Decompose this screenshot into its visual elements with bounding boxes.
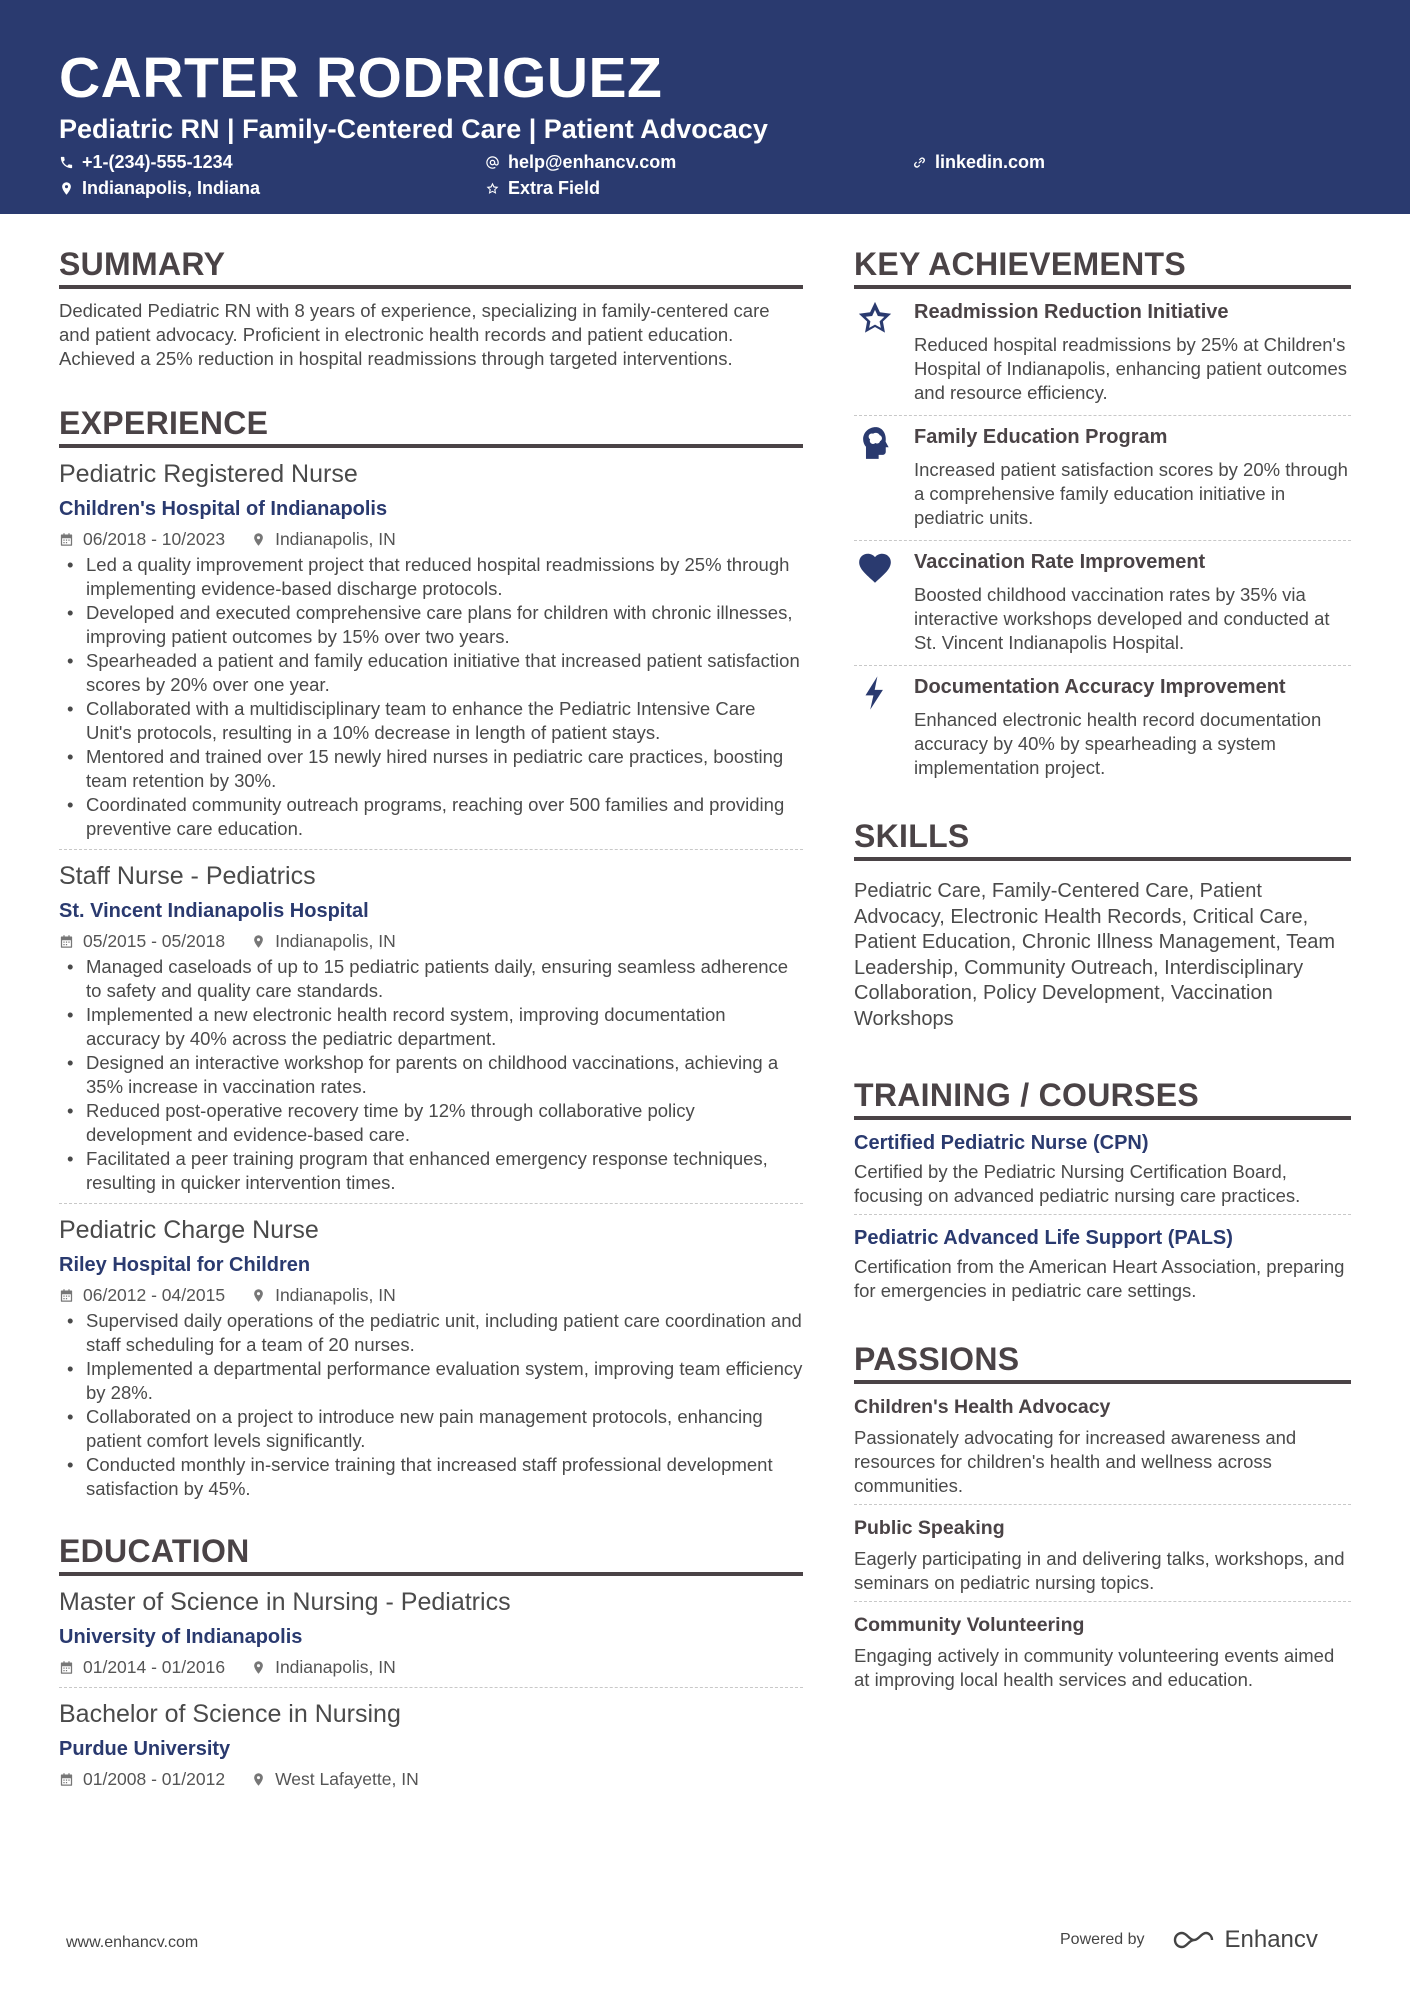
course-desc: Certification from the American Heart Association, preparing for emergencies in pediatric care settings. [854,1255,1345,1301]
achievement-item [854,291,1351,416]
passion-desc: Eagerly participating in and delivering talks, workshops, and seminars on pediatric nursing topics. [854,1547,1345,1593]
achievement-title: Documentation Accuracy Improvement [914,676,1286,698]
course-item [854,1130,1351,1215]
left-column [59,244,803,1809]
contact-location-text: Indianapolis, Indiana [82,178,261,198]
education-section [59,1531,803,1799]
contact-link-text: linkedin.com [935,152,1046,172]
education-location-text: West Lafayette, IN [275,1769,419,1789]
bullet-item: • Reduced post-operative recovery time by 12% through collaborative policy development and evidence-based care. [59,1099,803,1147]
achievements-title: KEY ACHIEVEMENTS [854,244,1351,289]
contact-location [59,178,260,199]
location-pin-icon [251,934,266,949]
achievement-title: Readmission Reduction Initiative [914,301,1229,323]
job-bullets [59,955,803,1195]
contact-info [59,150,1410,206]
bullet-item: • Coordinated community outreach programs, reaching over 500 families and providing preventive care education. [59,793,803,841]
job-meta [59,929,803,953]
achievement-body [914,424,1351,530]
contact-phone[interactable] [59,152,233,173]
job-dates-text: 06/2012 - 04/2015 [83,1285,226,1305]
achievement-icon-wrap [854,549,914,655]
passion-item [854,1612,1351,1698]
achievement-desc: Enhanced electronic health record documentation accuracy by 40% by spearheading a system implementation project. [914,709,1322,778]
education-dates-text: 01/2014 - 01/2016 [83,1657,226,1677]
experience-item [59,458,803,850]
job-title: Pediatric Charge Nurse [59,1216,319,1244]
degree-title: Bachelor of Science in Nursing [59,1700,401,1728]
course-desc: Certified by the Pediatric Nursing Certification Board, focusing on advanced pediatric nursing care practices. [854,1160,1301,1206]
company-name: Riley Hospital for Children [59,1254,311,1276]
education-location-text: Indianapolis, IN [275,1657,396,1677]
job-location-text: Indianapolis, IN [275,529,396,549]
contact-email[interactable] [485,152,676,173]
job-dates-text: 06/2018 - 10/2023 [83,529,226,549]
heart-icon [856,549,894,587]
passion-title: Community Volunteering [854,1613,1085,1636]
company-name: Children's Hospital of Indianapolis [59,498,388,520]
bullet-item: • Developed and executed comprehensive care plans for children with chronic illnesses, improving patient outcomes by 15% over two years. [59,601,803,649]
summary-section [59,244,803,371]
location-pin-icon [251,1772,266,1787]
enhancv-logo-icon [1171,1928,1217,1952]
job-title: Staff Nurse - Pediatrics [59,862,316,890]
candidate-name: CARTER RODRIGUEZ [59,46,663,110]
education-meta [59,1767,803,1791]
course-item [854,1225,1351,1309]
education-location [251,1767,419,1791]
passions-section [854,1339,1351,1698]
education-location [251,1655,396,1679]
company-name: St. Vincent Indianapolis Hospital [59,900,369,922]
achievement-body [914,674,1351,780]
star-outline-icon [485,181,500,196]
achievement-body [914,299,1351,405]
bullet-item: • Managed caseloads of up to 15 pediatric patients daily, ensuring seamless adherence to safety and quality care standards. [59,955,803,1003]
degree-title: Master of Science in Nursing - Pediatrics [59,1588,511,1616]
contact-link[interactable] [912,152,1045,173]
calendar-icon [59,1660,74,1675]
school-name: Purdue University [59,1738,231,1760]
job-title: Pediatric Registered Nurse [59,460,358,488]
summary-text: Dedicated Pediatric RN with 8 years of experience, specializing in family-centered care and patient advocacy. Proficient in electronic health records and patient education. Achieved a 25% reduction in hospital readmissions through targeted interventions. [59,300,770,369]
passion-title: Children's Health Advocacy [854,1395,1111,1418]
enhancv-logo[interactable] [1171,1926,1318,1954]
achievement-desc: Increased patient satisfaction scores by 20% through a comprehensive family education initiative in pediatric units. [914,459,1348,528]
experience-item [59,1214,803,1509]
phone-icon [59,155,74,170]
bullet-item: • Led a quality improvement project that reduced hospital readmissions by 25% through implementing evidence-based discharge protocols. [59,553,803,601]
contact-extra-text: Extra Field [508,178,601,198]
job-location [251,527,396,551]
achievement-item [854,666,1351,790]
achievement-icon-wrap [854,299,914,405]
summary-title: SUMMARY [59,244,803,289]
contact-email-text: help@enhancv.com [508,152,677,172]
education-meta [59,1655,803,1679]
education-item [59,1698,803,1799]
job-location-text: Indianapolis, IN [275,1285,396,1305]
bullet-item: • Implemented a new electronic health record system, improving documentation accuracy by 40% across the pediatric department. [59,1003,803,1051]
education-dates [59,1767,225,1791]
job-dates-text: 05/2015 - 05/2018 [83,931,226,951]
achievement-icon-wrap [854,674,914,780]
experience-section [59,403,803,1509]
bullet-item: • Mentored and trained over 15 newly hired nurses in pediatric care practices, boosting team retention by 30%. [59,745,803,793]
calendar-icon [59,934,74,949]
footer-branding [1060,1926,1318,1954]
star-icon [856,299,894,337]
achievement-title: Vaccination Rate Improvement [914,551,1206,573]
passions-title: PASSIONS [854,1339,1351,1384]
head-brain-icon [856,424,894,462]
passion-item [854,1515,1351,1602]
contact-phone-text: +1-(234)-555-1234 [82,152,233,172]
achievements-section [854,244,1351,790]
job-bullets [59,553,803,841]
lightning-icon [856,674,894,712]
link-icon [912,155,927,170]
location-pin-icon [251,1660,266,1675]
education-dates-text: 01/2008 - 01/2012 [83,1769,226,1789]
education-dates [59,1655,225,1679]
contact-extra [485,178,600,199]
bullet-item: • Collaborated on a project to introduce new pain management protocols, enhancing patient comfort levels significantly. [59,1405,803,1453]
location-pin-icon [59,181,74,196]
job-dates [59,1283,225,1307]
job-meta [59,1283,803,1307]
bullet-item: • Designed an interactive workshop for parents on childhood vaccinations, achieving a 35% increase in vaccination rates. [59,1051,803,1099]
skills-title: SKILLS [854,816,1351,861]
passion-desc: Engaging actively in community volunteering events aimed at improving local health services and education. [854,1644,1335,1690]
bullet-item: • Supervised daily operations of the pediatric unit, including patient care coordination and staff scheduling for a team of 20 nurses. [59,1309,803,1357]
passion-title: Public Speaking [854,1516,1005,1539]
course-title: Pediatric Advanced Life Support (PALS) [854,1226,1233,1249]
education-title: EDUCATION [59,1531,803,1576]
calendar-icon [59,1772,74,1787]
achievement-item [854,416,1351,541]
bullet-item: • Collaborated with a multidisciplinary team to enhance the Pediatric Intensive Care Unit's protocols, resulting in a 10% decrease in length of patient stays. [59,697,803,745]
candidate-headline: Pediatric RN | Family-Centered Care | Patient Advocacy [59,114,768,144]
bullet-item: • Spearheaded a patient and family education initiative that increased patient satisfaction scores by 20% over one year. [59,649,803,697]
experience-item [59,860,803,1204]
job-dates [59,929,225,953]
skills-section [854,816,1351,1033]
achievement-body [914,549,1351,655]
job-dates [59,527,225,551]
achievement-item [854,541,1351,666]
job-location-text: Indianapolis, IN [275,931,396,951]
job-location [251,1283,396,1307]
passion-desc: Passionately advocating for increased awareness and resources for children's health and wellness across communities. [854,1426,1297,1496]
training-title: TRAINING / COURSES [854,1075,1351,1120]
job-bullets [59,1309,803,1501]
calendar-icon [59,1288,74,1303]
resume-header [0,0,1410,214]
bullet-item: • Facilitated a peer training program that enhanced emergency response techniques, resulting in quicker intervention times. [59,1147,803,1195]
training-section [854,1075,1351,1309]
achievement-desc: Boosted childhood vaccination rates by 35% via interactive workshops developed and conducted at St. Vincent Indianapolis Hospital. [914,584,1330,653]
school-name: University of Indianapolis [59,1626,303,1648]
powered-by-text: Powered by [1060,1931,1145,1948]
passion-item [854,1394,1351,1505]
achievement-icon-wrap [854,424,914,530]
job-location [251,929,396,953]
location-pin-icon [251,532,266,547]
right-column [854,244,1351,1708]
job-meta [59,527,803,551]
location-pin-icon [251,1288,266,1303]
enhancv-logo-text: Enhancv [1224,1926,1318,1953]
skills-text: Pediatric Care, Family-Centered Care, Patient Advocacy, Electronic Health Records, Critical Care, Patient Education, Chronic Illness Management, Team Leadership, Community Outreach, Interdisciplinary Collaboration, Policy Development, Vaccination Workshops [854,880,1336,1030]
bullet-item: • Conducted monthly in-service training that increased staff professional development satisfaction by 45%. [59,1453,803,1501]
bullet-item: • Implemented a departmental performance evaluation system, improving team efficiency by 28%. [59,1357,803,1405]
at-icon [485,155,500,170]
course-title: Certified Pediatric Nurse (CPN) [854,1131,1149,1154]
calendar-icon [59,532,74,547]
achievement-title: Family Education Program [914,426,1168,448]
achievement-desc: Reduced hospital readmissions by 25% at Children's Hospital of Indianapolis, enhancing patient outcomes and resource efficiency. [914,334,1347,403]
footer-website[interactable]: www.enhancv.com [66,1934,199,1951]
education-item [59,1586,803,1688]
experience-title: EXPERIENCE [59,403,803,448]
